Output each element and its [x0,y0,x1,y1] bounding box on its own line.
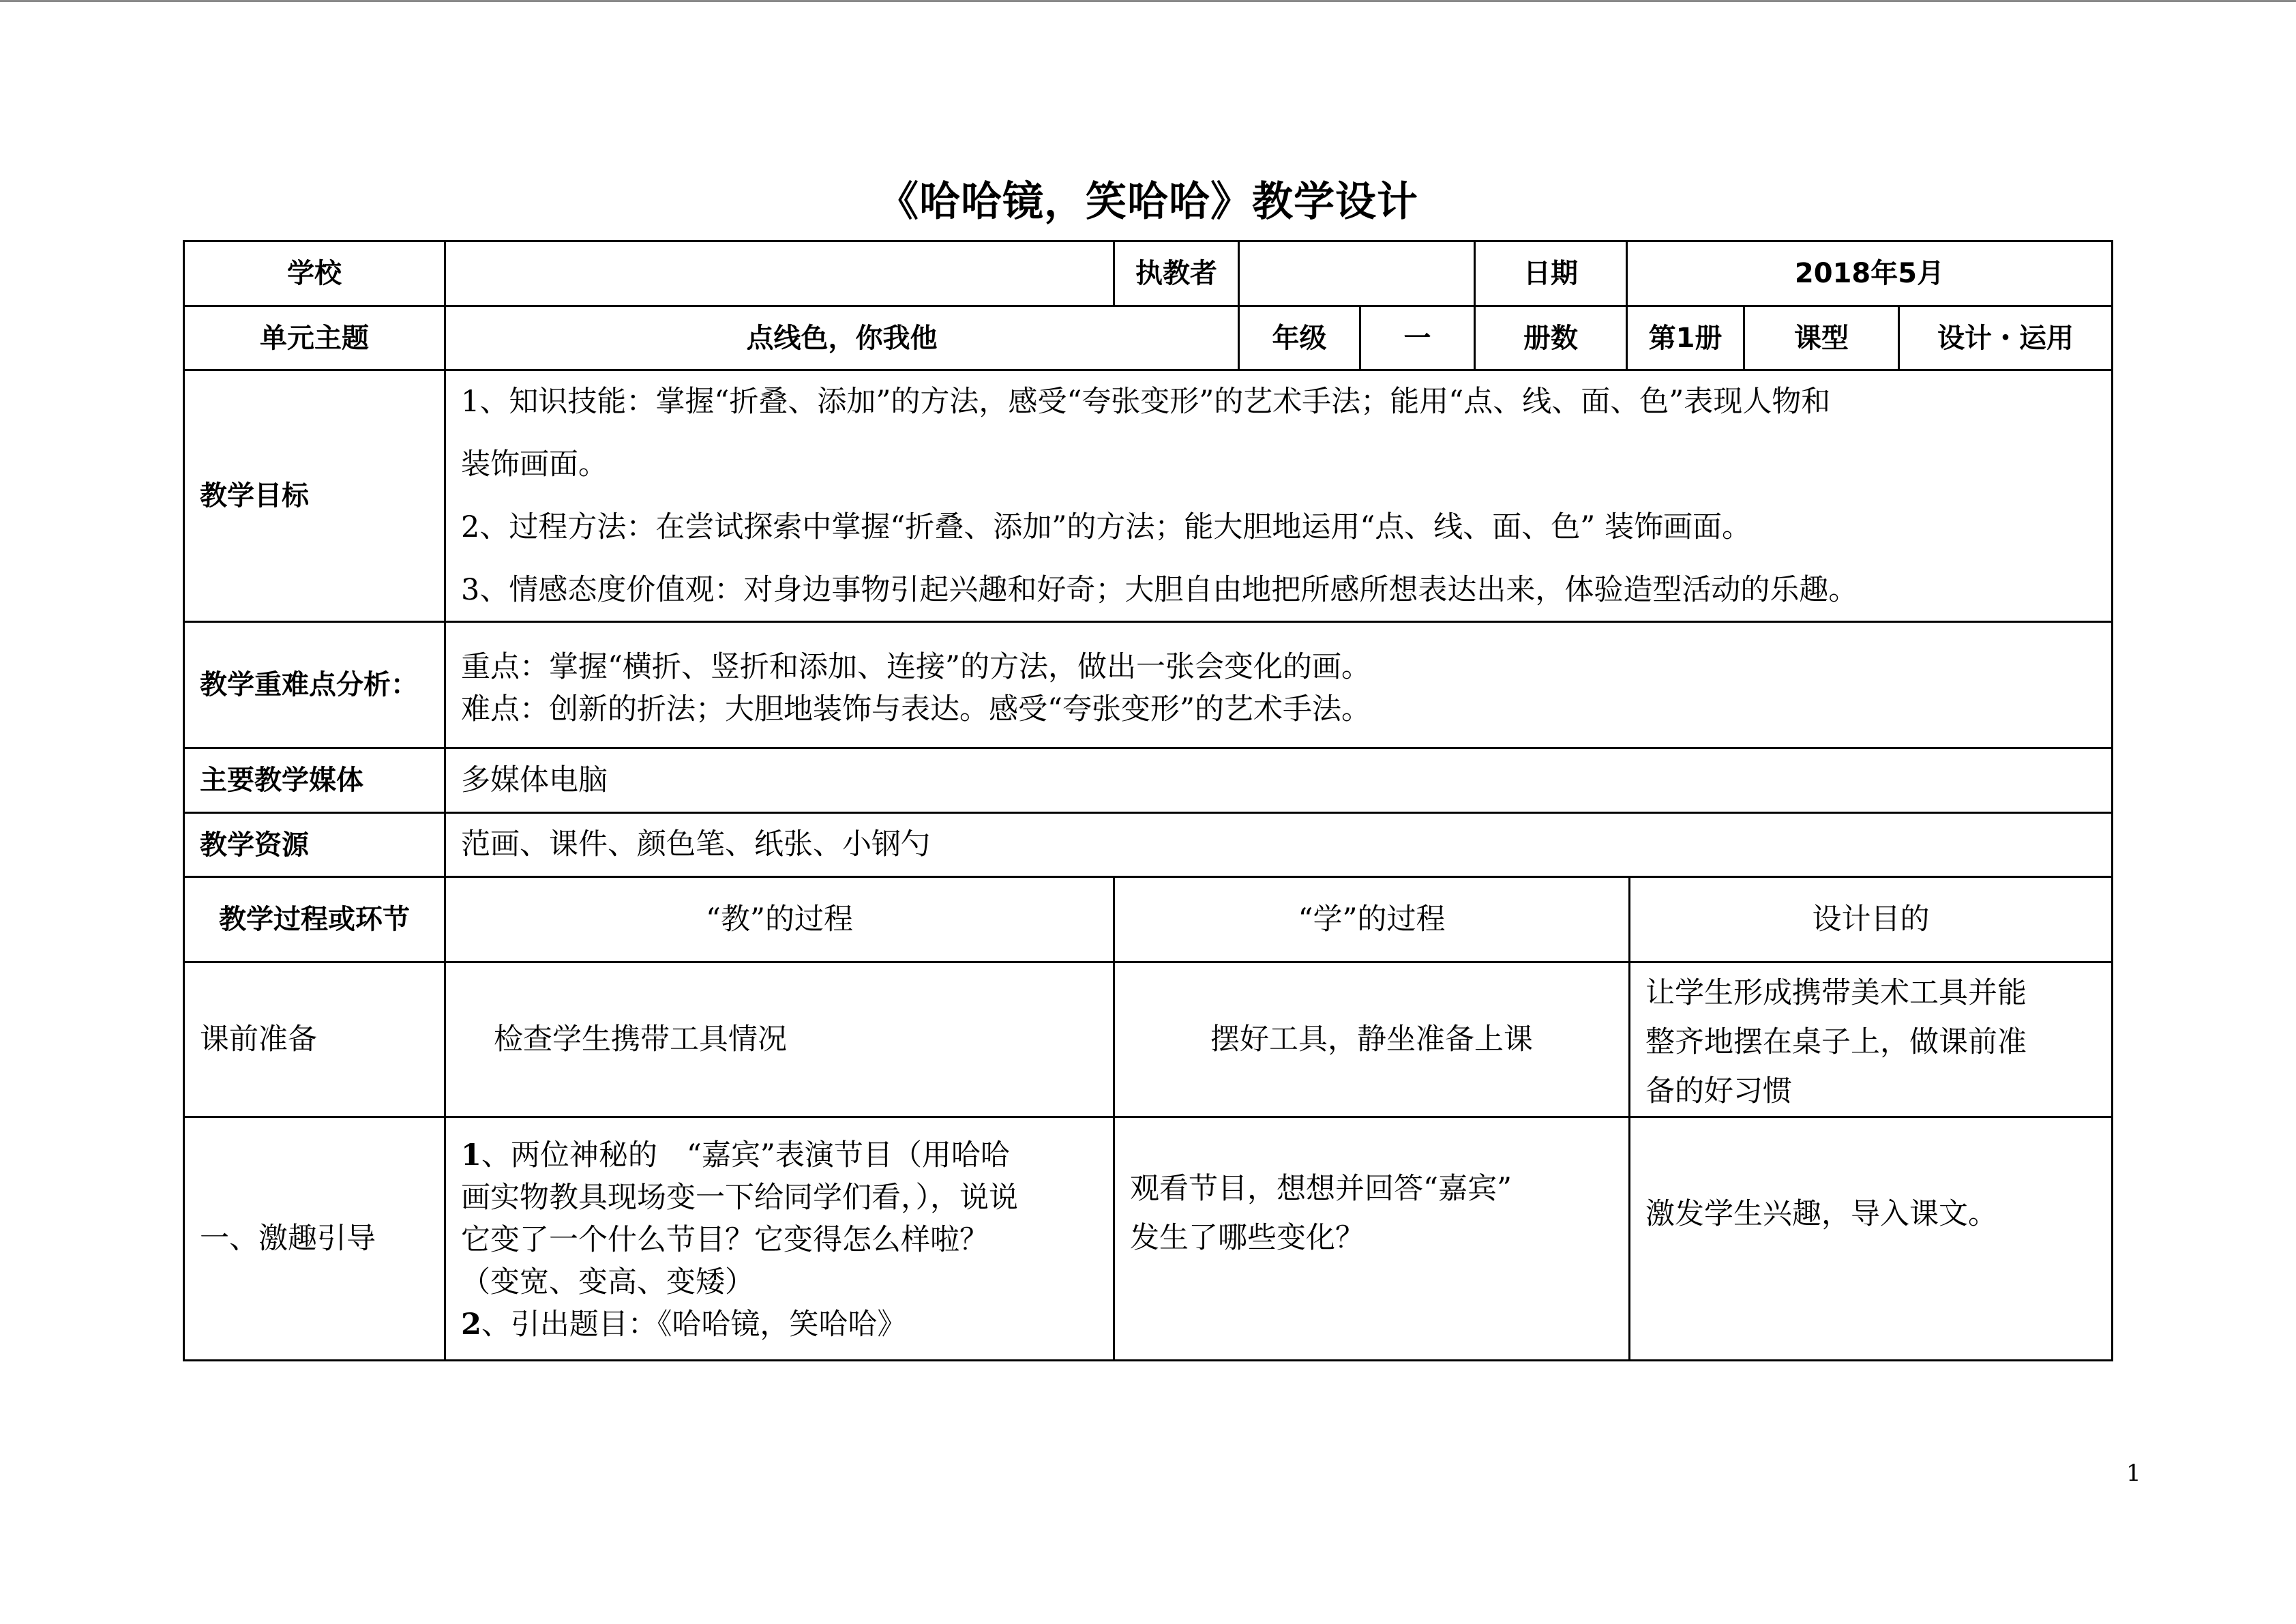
goal-line-1-cont: 装饰画面。 [461,447,608,482]
process-header-teach: “教”的过程 [444,876,1115,963]
teacher-value [1238,240,1476,307]
process-teach: 检查学生携带工具情况 [444,961,1115,1118]
teacher-label: 执教者 [1113,240,1240,307]
goal-line-1: 1、知识技能：掌握“折叠、添加”的方法，感受“夸张变形”的艺术手法；能用“点、线、面、色”表现人物和 [461,385,1831,419]
teach-step-1-cont: （变宽、变高、变矮） [461,1265,754,1299]
school-value [444,240,1115,307]
date-value: 2018年5月 [1626,240,2113,307]
purpose-line: 整齐地摆在桌子上，做课前准 [1645,1025,2027,1059]
teach-step-1: 1、两位神秘的 “嘉宾”表演节目（用哈哈 [461,1138,1010,1172]
process-purpose [1628,1116,2113,1361]
grade-label: 年级 [1238,305,1361,371]
resources-value: 范画、课件、颜色笔、纸张、小钢勺 [444,812,2113,878]
key-points-label: 教学重难点分析： [183,621,446,749]
process-learn [1113,1116,1630,1361]
date-label: 日期 [1474,240,1628,307]
goals-content [444,369,2113,623]
school-label: 学校 [183,240,446,307]
volume-label: 册数 [1474,305,1628,371]
lesson-type-label: 课型 [1743,305,1900,371]
process-teach [444,1116,1115,1361]
page-top-border [0,0,2296,2]
learn-line: 发生了哪些变化？ [1130,1221,1365,1255]
process-purpose [1628,961,2113,1118]
purpose-line: 备的好习惯 [1645,1074,1792,1108]
purpose-line: 让学生形成携带美术工具并能 [1645,976,2027,1010]
teach-step-1-cont: 画实物教具现场变一下给同学们看，），说说 [461,1181,1018,1215]
process-header-learn: “学”的过程 [1113,876,1630,963]
volume-value: 第1册 [1626,305,1745,371]
page-number: 1 [2126,1460,2141,1487]
process-header-purpose: 设计目的 [1628,876,2113,963]
lesson-type-value: 设计・运用 [1898,305,2113,371]
teach-step-1-cont: 它变了一个什么节目？它变得怎么样啦？ [461,1223,989,1257]
unit-value: 点线色，你我他 [444,305,1240,371]
process-header-stage: 教学过程或环节 [183,876,446,963]
unit-label: 单元主题 [183,305,446,371]
resources-label: 教学资源 [183,812,446,878]
learn-line: 观看节目，想想并回答“嘉宾” [1130,1172,1512,1206]
goals-label: 教学目标 [183,369,446,623]
media-label: 主要教学媒体 [183,747,446,814]
difficult-point-line: 难点：创新的折法；大胆地装饰与表达。感受“夸张变形”的艺术手法。 [461,692,1371,726]
purpose-line: 激发学生兴趣，导入课文。 [1645,1197,1997,1231]
key-points-content [444,621,2113,749]
grade-value: 一 [1359,305,1476,371]
process-stage: 一、激趣引导 [183,1116,446,1361]
document-title: 《哈哈镜，笑哈哈》教学设计 [878,178,1418,226]
key-point-line: 重点：掌握“横折、竖折和添加、连接”的方法，做出一张会变化的画。 [461,650,1371,684]
teach-step-2: 2、引出题目：《哈哈镜，笑哈哈》 [461,1308,907,1342]
goal-line-3: 3、情感态度价值观：对身边事物引起兴趣和好奇；大胆自由地把所感所想表达出来，体验造型活动的乐趣。 [461,573,1858,607]
process-stage: 课前准备 [183,961,446,1118]
goal-line-2: 2、过程方法：在尝试探索中掌握“折叠、添加”的方法；能大胆地运用“点、线、面、色” 装饰画面。 [461,510,1751,544]
media-value: 多媒体电脑 [444,747,2113,814]
process-learn: 摆好工具，静坐准备上课 [1113,961,1630,1118]
